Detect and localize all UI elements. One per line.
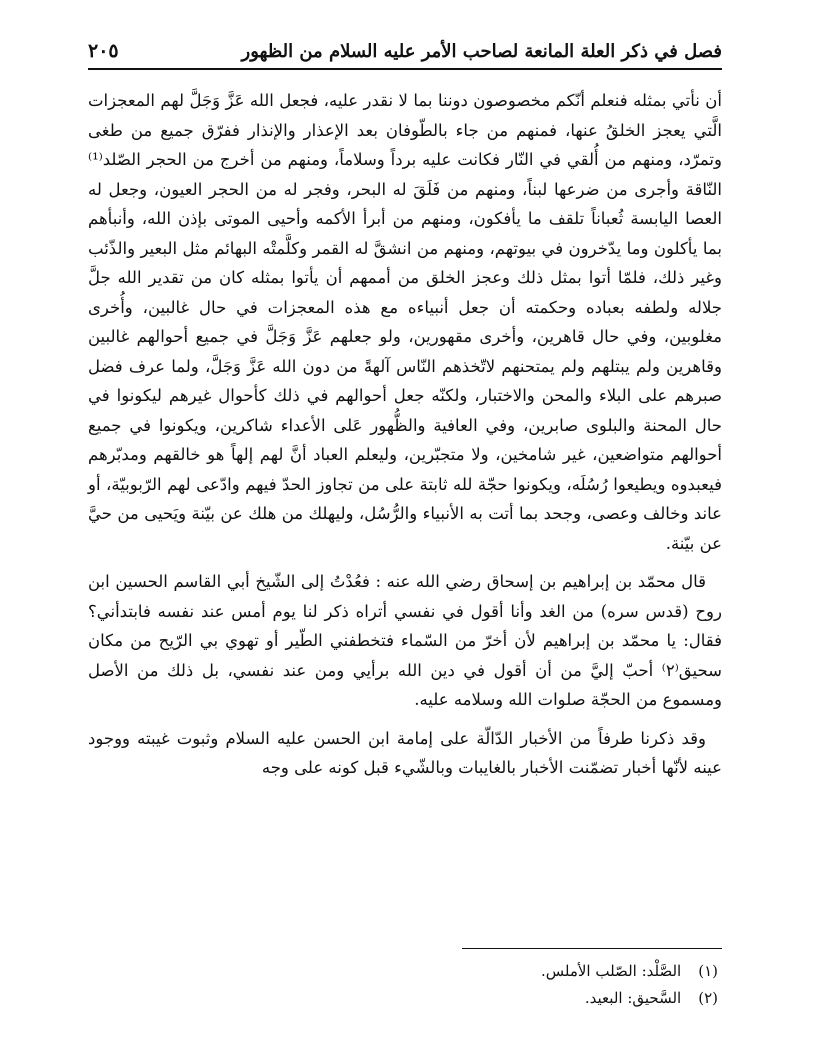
footnote-1-number: (١) [698,962,718,980]
paragraph-1: أن نأتي بمثله فنعلم أنّكم مخصوصون دوننا بما لا نقدر عليه، فجعل الله عَزَّ وَجَلَّ لهم المعجزات الَّتي يعجز الخلقُ عنها، فمنهم من جاء بالطّوفان بعد الإعذار والإنذار ففرّق جميع من طغى وتمرّد، ومنهم من أُلقي في النّار فكانت عليه برداً وسلاماً، ومنهم من أخرج من الحجر الصّلد⁽¹⁾ النّاقة وأجرى من ضرعها لبناً، ومنهم من فَلَقَ له البحر، وفجر له من الحجر العيون، وجعل له العصا اليابسة ثُعباناً تلقف ما يأفكون، ومنهم من أبرأ الأكمه وأحيى الموتى بإذن الله، وأنبأهم بما يأكلون وما يدّخرون في بيوتهم، ومنهم من انشقَّ له القمر وكلَّمتْه البهائم مثل البعير والذّئب وغير ذلك، فلمّا أتوا بمثل ذلك وعجز الخلق من أممهم أن يأتوا بمثله كان من تقدير الله جلَّ جلاله ولطفه بعباده وحكمته أن جعل أنبياءه مع هذه المعجزات في حال غالبين، وأُخرى مغلوبين، وفي حال قاهرين، وأخرى مقهورين، ولو جعلهم عَزَّ وَجَلَّ في جميع أحوالهم غالبين وقاهرين ولم يبتلهم ولم يمتحنهم لاتّخذهم النّاس آلهةً من دون الله عَزَّ وَجَلَّ، ولما عرف فضل صبرهم على البلاء والمحن والاختبار، ولكنّه جعل أحوالهم في ذلك كأحوال غيرهم ليكونوا في حال المحنة والبلوى صابرين، وفي العافية والظُّهور عَلى الأعداء شاكرين، ويكونوا في جميع أحوالهم متواضعين، غير شامخين، ولا متجبّرين، وليعلم العباد أنَّ لهم إلهاً هو خالقهم ومدبّرهم فيعبدوه ويطيعوا رُسُلَه، ويكونوا حجّة لله ثابتة على من تجاوز الحدّ فيهم وادّعى لهم الرّبوبيّة، أو عاند وخالف وعصى، وجحد بما أتت به الأنبياء والرُّسُل، وليهلك من هلك عن بيّنة ويَحيى من حيَّ عن بيّنة. [88,91,722,553]
paragraph-3: وقد ذكرنا طرفاً من الأخبار الدّالّة على إمامة ابن الحسن عليه السلام وثبوت غيبته ووجود عينه لأنّها أخبار تضمّنت الأخبار بالغايبات وبالشّيء قبل كونه على وجه [88,728,722,777]
paragraph-2: قال محمّد بن إبراهيم بن إسحاق رضي الله عنه : فعُدْتُ إلى الشّيخ أبي القاسم الحسين ابن روح (قدس سره) من الغد وأنا أقول في نفسي أتراه ذكر لنا يوم أمس عند نفسه فابتدأني؟ فقال: يا محمّد بن إبراهيم لأن أخرّ من السّماء فتخطفني الطّير أو تهوي بي الرّيح من مكان سحيق⁽٢⁾ أحبّ إليَّ من أن أقول في دين الله برأيي ومن عند نفسي، بل ذلك من الأصل ومسموع من الحجّة صلوات الله وسلامه عليه. [88,572,722,709]
footnotes [118,958,718,1012]
footnote-separator [462,948,722,949]
main-text [88,86,722,792]
footnote-2-text: السَّحيق: البعيد. [584,989,682,1007]
footnote-1-text: الصَّلْد: الصّلب الأملس. [540,962,682,980]
running-title: فصل في ذكر العلة المانعة لصاحب الأمر عليه السلام من الظهور [241,41,722,62]
footnote-2 [118,985,718,1012]
page-number: ٢٠٥ [88,40,119,62]
running-header [88,30,722,70]
footnote-1 [118,958,718,985]
footnote-2-number: (٢) [698,989,718,1007]
